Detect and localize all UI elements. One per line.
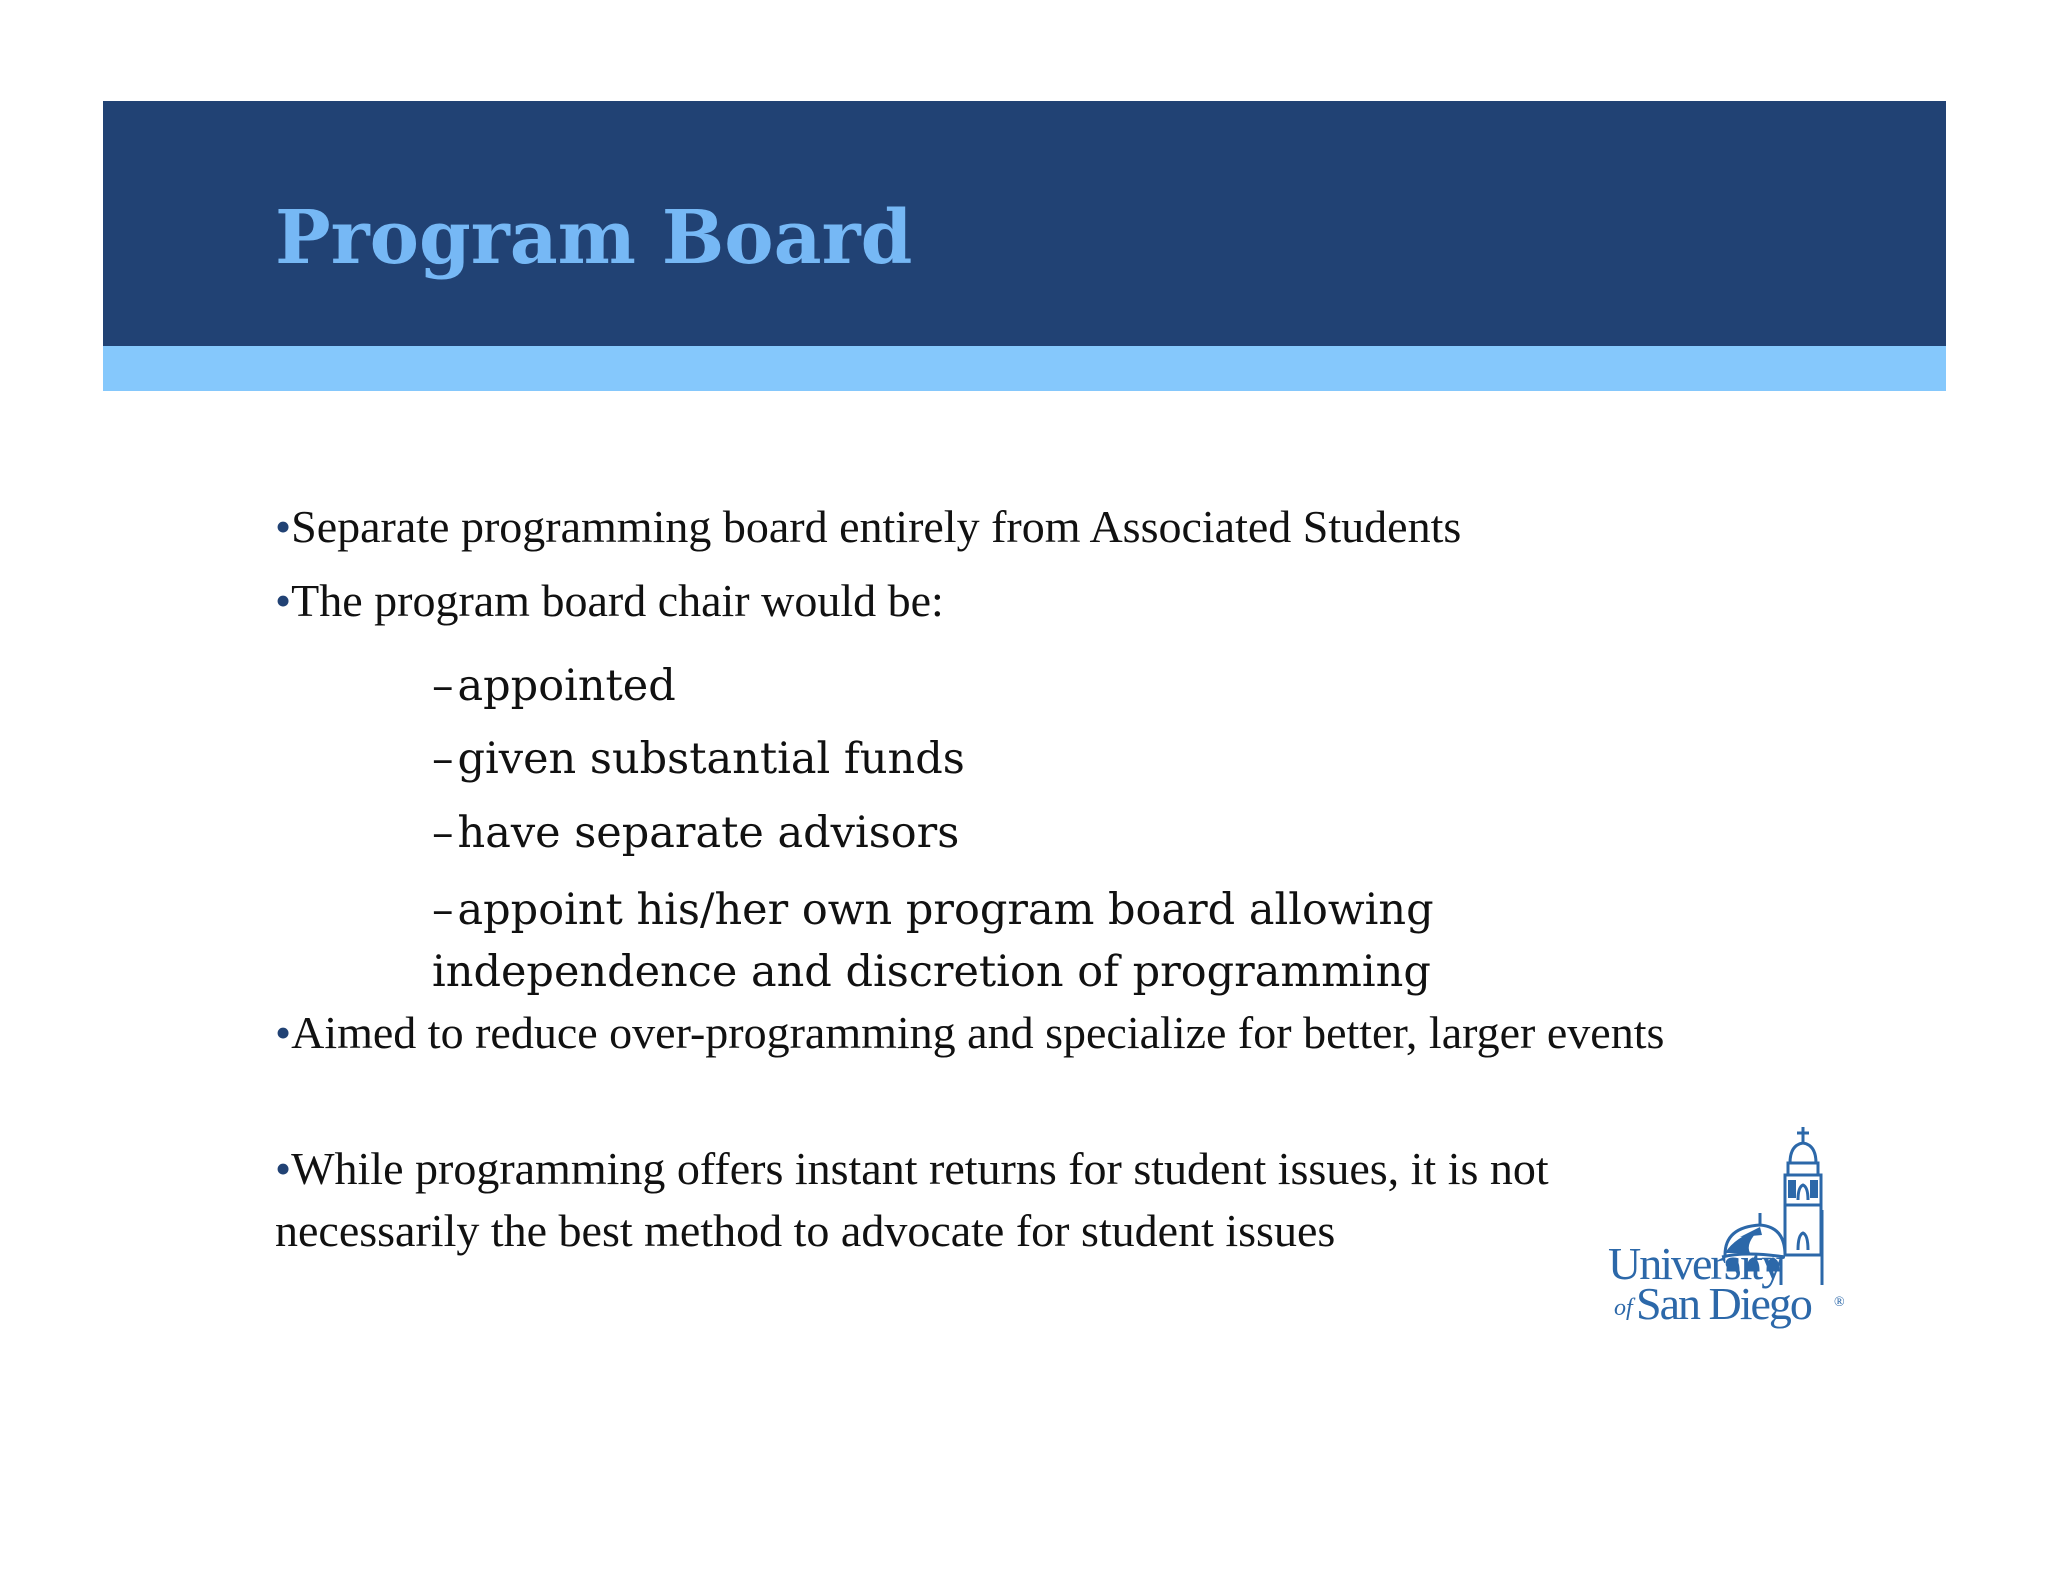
logo-of-text: of	[1614, 1295, 1633, 1321]
bullet-marker: •	[275, 1007, 292, 1058]
bullet-marker: •	[275, 501, 292, 552]
bullet-item	[275, 496, 1725, 558]
bullet-item	[275, 1138, 1715, 1262]
sub-bullet-item	[432, 802, 1632, 864]
bullet-item	[275, 570, 1725, 632]
accent-band	[103, 346, 1946, 391]
registered-mark: ®	[1834, 1295, 1845, 1310]
sub-bullet-item	[432, 655, 1632, 717]
bullet-text: Aimed to reduce over-programming and specialize for better, larger events	[291, 1007, 1665, 1058]
sub-bullet-marker: –	[432, 885, 454, 935]
sub-bullet-item	[432, 728, 1632, 790]
sub-bullet-marker: –	[432, 808, 454, 858]
slide-title: Program Board	[275, 195, 913, 281]
sub-bullet-text: have separate advisors	[457, 808, 960, 858]
bullet-marker: •	[275, 1143, 292, 1194]
bullet-text: While programming offers instant returns for student issues, it is not necessarily the best method to advocate for student issues	[275, 1143, 1549, 1256]
sub-bullet-marker: –	[432, 661, 454, 711]
sub-bullet-text: given substantial funds	[457, 734, 965, 784]
sub-bullet-text: appoint his/her own program board allowing independence and discretion of programming	[432, 885, 1434, 997]
sub-bullet-item	[432, 879, 1572, 1003]
bullet-text: Separate programming board entirely from Associated Students	[291, 501, 1462, 552]
sub-bullet-marker: –	[432, 734, 454, 784]
bullet-text: The program board chair would be:	[291, 575, 944, 626]
sub-bullet-text: appointed	[457, 661, 676, 711]
university-logo	[1600, 1125, 1845, 1335]
logo-san-diego-text: San Diego	[1636, 1278, 1811, 1329]
bullet-marker: •	[275, 575, 292, 626]
bullet-item	[275, 1002, 1725, 1064]
logo-university-text: University	[1608, 1238, 1783, 1289]
